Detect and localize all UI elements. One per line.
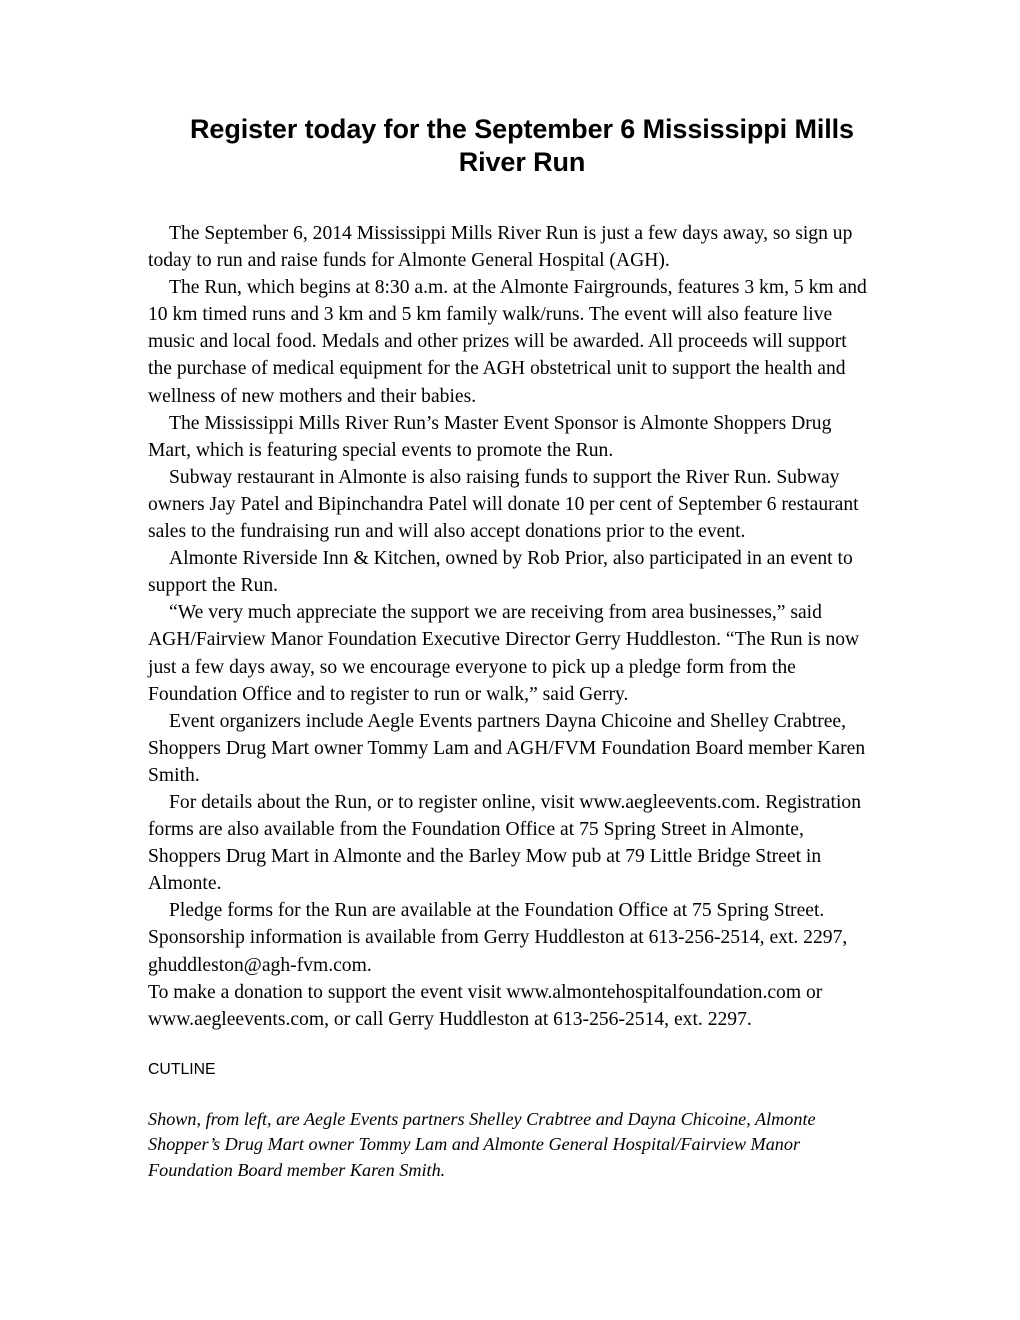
body-paragraph: “We very much appreciate the support we are receiving from area businesses,” said AGH/Fairview Manor Foundation Executive Director Gerry Huddleston. “The Run is now just a few days away, so we encourage everyone to pick up a pledge form from the Foundation Office and to register to run or walk,” said Gerry.	[148, 602, 860, 705]
body-paragraph: Pledge forms for the Run are available at the Foundation Office at 75 Spring Street. Sponsorship information is available from Gerry Huddleston at 613-256-2514, ext. 2297, ghuddleston@agh-fvm.com.	[148, 900, 848, 976]
body-paragraph: Event organizers include Aegle Events partners Dayna Chicoine and Shelley Crabtree, Shoppers Drug Mart owner Tommy Lam and AGH/FVM Foundation Board member Karen Smith.	[148, 710, 866, 786]
document-content	[148, 0, 872, 1183]
body-paragraph: Subway restaurant in Almonte is also raising funds to support the River Run. Subway owners Jay Patel and Bipinchandra Patel will donate 10 per cent of September 6 restaurant sales to the fundraising run and will also accept donations prior to the event.	[148, 466, 859, 543]
photo-caption	[148, 1081, 848, 1183]
body-paragraph: For details about the Run, or to register online, visit www.aegleevents.com. Registration forms are also available from the Foundation Office at 75 Spring Street in Almonte, Shoppers Drug Mart in Almonte and the Barley Mow pub at 79 Little Bridge Street in Almonte.	[148, 791, 861, 895]
cutline-label: CUTLINE	[148, 1060, 216, 1078]
body-paragraph: Almonte Riverside Inn & Kitchen, owned by Rob Prior, also participated in an event to support the Run.	[148, 548, 853, 597]
body-paragraph: The Mississippi Mills River Run’s Master Event Sponsor is Almonte Shoppers Drug Mart, which is featuring special events to promote the Run.	[148, 412, 832, 461]
article-body	[148, 179, 872, 1033]
page-title: Register today for the September 6 Mississippi Mills River Run	[190, 114, 854, 177]
body-paragraph: To make a donation to support the event visit www.almontehospitalfoundation.com or www.aegleevents.com, or call Gerry Huddleston at 613-256-2514, ext. 2297.	[148, 981, 823, 1030]
body-paragraph: The September 6, 2014 Mississippi Mills River Run is just a few days away, so sign up today to run and raise funds for Almonte General Hospital (AGH).	[148, 223, 853, 272]
caption-text: Shown, from left, are Aegle Events partners Shelley Crabtree and Dayna Chicoine, Almonte Shopper’s Drug Mart owner Tommy Lam and Almonte General Hospital/Fairview Manor Foundation Board member Karen Smith.	[148, 1108, 816, 1180]
body-paragraph: The Run, which begins at 8:30 a.m. at the Almonte Fairgrounds, features 3 km, 5 km and 10 km timed runs and 3 km and 5 km family walk/runs. The event will also feature live music and local food. Medals and other prizes will be awarded. All proceeds will support the purchase of medical equipment for the AGH obstetrical unit to support the health and wellness of new mothers and their babies.	[148, 277, 867, 407]
